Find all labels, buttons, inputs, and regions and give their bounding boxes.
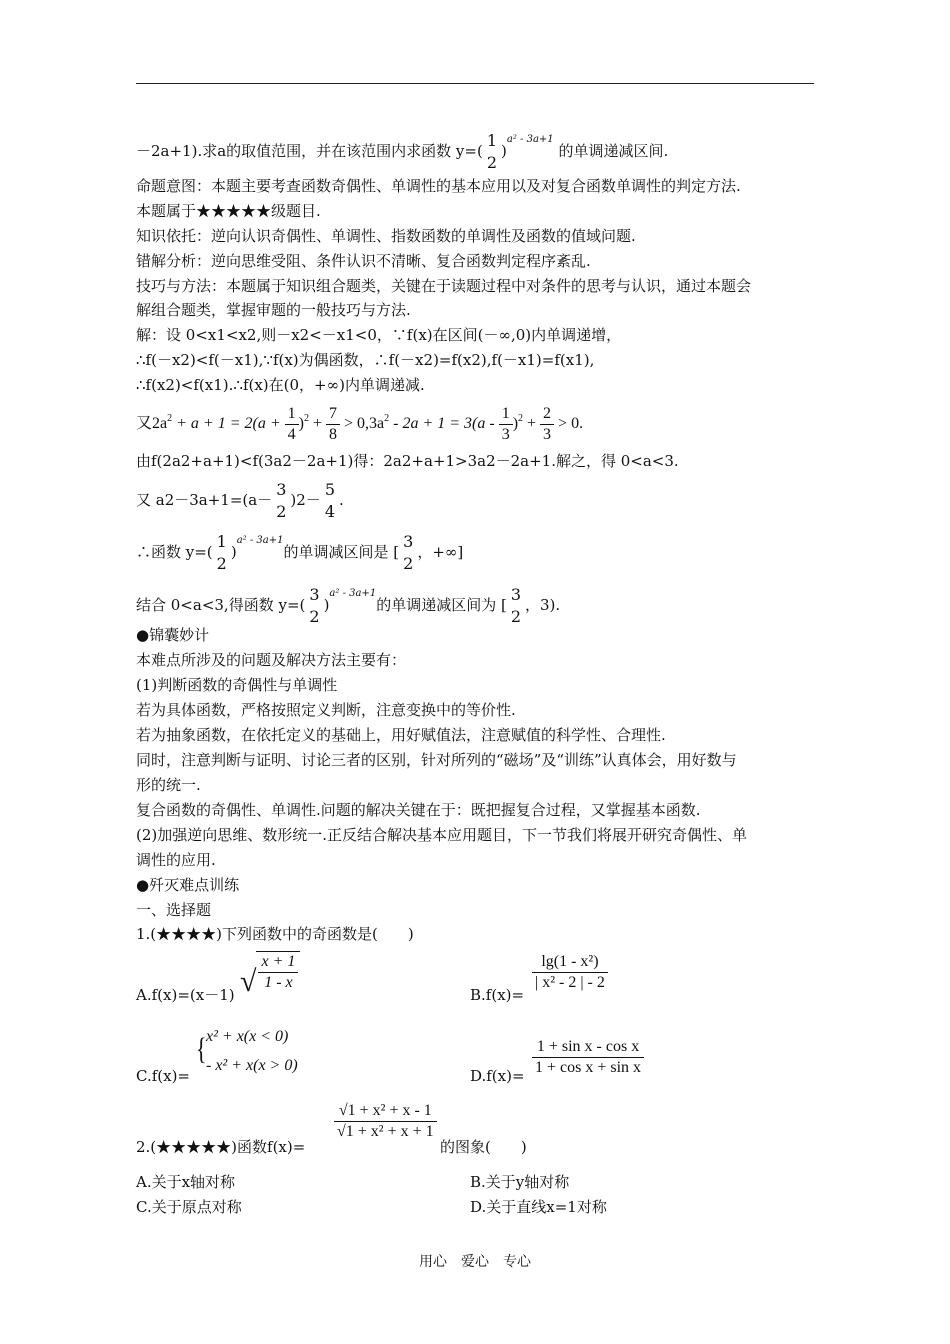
num: 3 (510, 585, 522, 604)
fraction-3-2 (401, 533, 415, 573)
line-19: 若为具体函数，严格按照定义判断，注意变换中的等价性. (136, 701, 516, 719)
line-5: 错解分析：逆向思维受阻、条件认识不清晰、复合函数判定程序紊乱. (136, 252, 591, 270)
num: x + 1 (258, 952, 298, 973)
text: ∴函数 y=( (136, 543, 213, 561)
text: )2－ (290, 491, 321, 509)
line-2: 命题意图：本题主要考查函数奇偶性、单调性的基本应用以及对复合函数单调性的判定方法. (136, 177, 741, 195)
text: + a + 1 = 2(a + (172, 415, 285, 433)
fraction-half (215, 533, 229, 573)
den: √1 + x² + x + 1 (337, 1123, 434, 1140)
radical-icon: √ (240, 965, 257, 998)
line-20: 若为抽象函数，在依托定义的基础上，用好赋值法，注意赋值的科学性、合理性. (136, 726, 666, 744)
line-24: (2)加强逆向思维、数形统一.正反结合解决基本应用题目，下一节我们将展开研究奇偶性、单 (136, 826, 748, 844)
line-14: ∴函数 y=( 1 2 )$^{a^2 - 3a+1}$的单调减区间是 [ 3 2 ，+∞] (136, 532, 464, 573)
exponent: a² - 3a+1 (506, 134, 554, 145)
text: - 2a + 1 = 3(a - (389, 415, 499, 433)
den: 1 - x (264, 974, 293, 991)
option-1c-bot: - x² + x(x > 0) (206, 1057, 298, 1074)
num: 1 (486, 131, 498, 150)
exp: 2 (518, 413, 524, 425)
page-footer: 用心 爱心 专心 (419, 1254, 531, 1270)
header-rule (136, 83, 814, 84)
exp: 2 (167, 413, 173, 425)
text: ) (512, 415, 519, 433)
line-26: ●歼灭难点训练 (136, 876, 240, 894)
fraction-1-4 (285, 404, 299, 445)
text: ，3). (525, 596, 561, 614)
line-21: 同时，注意判断与证明、讨论三者的区别，针对所列的“磁场”及“训练”认真体会，用好数与 (136, 751, 737, 769)
option-1d (470, 1066, 525, 1086)
option-2b: B.关于y轴对称 (470, 1173, 570, 1191)
text: + (308, 415, 326, 433)
line-1: －2a+1).求a的取值范围，并在该范围内求函数 y=( 1 2 )$^{a^2 - 3a+1}$ 的单调递减区间. (136, 131, 669, 172)
label: 2.(★★★★★)函数f(x)= (136, 1138, 306, 1156)
fraction-3-2 (307, 586, 321, 626)
line-16: ●锦囊妙计 (136, 626, 210, 644)
brace-icon: { (196, 1030, 207, 1066)
exp: 2 (384, 413, 390, 425)
label: C.f(x)= (136, 1067, 190, 1085)
option-1d-frac (532, 1037, 644, 1078)
line-25: 调性的应用. (136, 851, 216, 869)
num: 1 (216, 532, 227, 551)
question-2 (136, 1137, 305, 1157)
exp: 2 (303, 413, 309, 425)
line-6: 技巧与方法：本题属于知识组合题类，关键在于读题过程中对条件的思考与认识，通过本题会 (136, 277, 752, 295)
option-2c: C.关于原点对称 (136, 1198, 242, 1216)
den: 3 (501, 426, 510, 443)
question-2-frac (334, 1101, 437, 1142)
den: 2 (403, 554, 414, 573)
num: 2 (540, 404, 554, 425)
line-10: ∴f(x2)<f(x1).∴f(x)在(0，+∞)内单调递减. (136, 376, 425, 394)
fraction (532, 952, 608, 993)
line-11-equation (136, 404, 583, 445)
label: B.f(x)= (470, 986, 525, 1004)
den: 2 (309, 607, 320, 626)
num: 1 (285, 404, 299, 425)
fraction-7-8 (326, 404, 340, 445)
num: lg(1 - x²) (532, 952, 608, 973)
num: 7 (326, 404, 340, 425)
den: | x² - 2 | - 2 (535, 974, 605, 991)
line-3: 本题属于★★★★★级题目. (136, 202, 321, 220)
line-8: 解：设 0<x1<x2,则－x2<－x1<0，∵f(x)在区间(－∞,0)内单调递增， (136, 326, 622, 344)
den: 4 (324, 502, 335, 521)
text: 的单调递减区间为 [ (376, 596, 507, 614)
option-2a: A.关于x轴对称 (136, 1173, 236, 1191)
question-2-tail: 的图象( ) (440, 1138, 527, 1156)
num: 5 (324, 480, 335, 499)
text: ，+∞] (417, 543, 464, 561)
line-7: 解组合题类，掌握审题的一般技巧与方法. (136, 301, 411, 319)
text: > 0,3a (339, 415, 385, 433)
line-18: (1)判断函数的奇偶性与单调性 (136, 676, 338, 694)
line-28: 1.(★★★★)下列函数中的奇函数是( ) (136, 925, 414, 943)
text: 又2a (136, 415, 168, 433)
fraction (532, 1037, 644, 1078)
line-22: 形的统一. (136, 776, 201, 794)
line-4: 知识依托：逆向认识奇偶性、单调性、指数函数的单调性及函数的值域问题. (136, 227, 636, 245)
den: 2 (276, 502, 287, 521)
den: 2 (510, 607, 522, 626)
option-1a-sqrt (240, 951, 300, 998)
option-1a (136, 985, 235, 1005)
fraction (256, 951, 300, 993)
option-1b (470, 985, 524, 1005)
den: 1 + cos x + sin x (535, 1059, 642, 1076)
line-15: 结合 0<a<3,得函数 y=( 3 2 )$^{a^2 - 3a+1}$的单调递减区间为 [ 3 2 ，3). (136, 585, 561, 626)
den: 4 (287, 426, 296, 443)
num: 3 (403, 532, 414, 551)
label: D.f(x)= (470, 1067, 525, 1085)
num: 1 + sin x - cos x (532, 1037, 644, 1058)
text: 又 a2－3a+1=(a－ (136, 491, 273, 509)
fraction-5-4 (323, 481, 337, 521)
text: ) (298, 415, 304, 433)
text: > 0. (554, 415, 584, 433)
den: 3 (543, 426, 552, 443)
den: 2 (486, 153, 498, 172)
fraction-3-2 (274, 481, 288, 521)
fraction (334, 1101, 437, 1142)
num: 3 (309, 585, 320, 604)
exponent: a² - 3a+1 (236, 535, 284, 546)
den: 8 (328, 426, 337, 443)
text: + (523, 415, 541, 433)
num: 1 (499, 404, 513, 425)
option-1c-top: x² + x(x < 0) (206, 1028, 289, 1045)
option-1b-frac (532, 952, 608, 993)
exponent: a² - 3a+1 (329, 588, 377, 599)
text: 的单调递减区间. (558, 142, 669, 160)
text: －2a+1).求a的取值范围，并在该范围内求函数 y=( (136, 142, 483, 160)
text: . (339, 491, 344, 509)
num: √1 + x² + x - 1 (334, 1101, 437, 1122)
line-9: ∴f(－x2)<f(－x1),∵f(x)为偶函数，∴f(－x2)=f(x2),f(－x1)=f(x1), (136, 351, 595, 369)
label: A.f(x)=(x－1) (136, 986, 235, 1004)
den: 2 (216, 554, 227, 573)
option-2d: D.关于直线x=1对称 (470, 1198, 607, 1216)
fraction-2-3 (540, 404, 554, 445)
line-13 (136, 481, 344, 521)
line-23: 复合函数的奇偶性、单调性.问题的解决关键在于：既把握复合过程，又掌握基本函数. (136, 801, 701, 819)
line-17: 本难点所涉及的问题及解决方法主要有： (136, 651, 407, 669)
fraction-1-3 (499, 404, 513, 445)
fraction-half (485, 132, 499, 172)
fraction-3-2 (509, 586, 523, 626)
line-12: 由f(2a2+a+1)<f(3a2－2a+1)得：2a2+a+1>3a2－2a+1.解之，得 0<a<3. (136, 452, 679, 470)
text: 的单调减区间是 [ (283, 543, 400, 561)
num: 3 (276, 480, 287, 499)
text: 结合 0<a<3,得函数 y=( (136, 596, 306, 614)
line-27: 一、选择题 (136, 901, 212, 919)
option-1c (136, 1066, 190, 1086)
